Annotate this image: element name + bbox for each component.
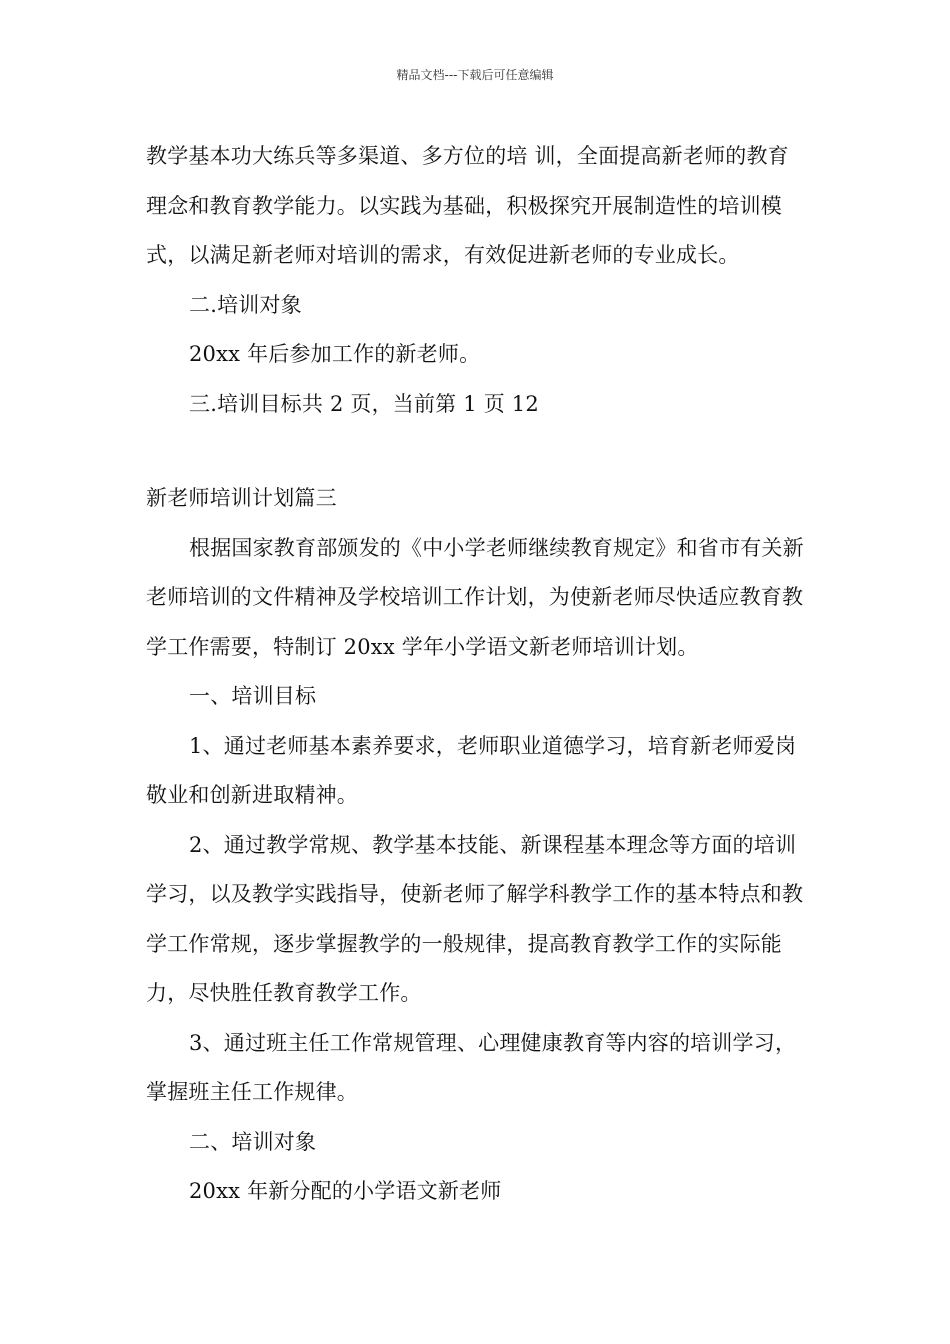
heading-goals: 一、培训目标 bbox=[189, 684, 317, 708]
paragraph-goal-3: 3、通过班主任工作常规管理、心理健康教育等内容的培训学习，掌握班主任工作规律。 bbox=[146, 1030, 797, 1104]
heading-targets: 二、培训对象 bbox=[189, 1129, 317, 1154]
paragraph-goal-1: 1、通过老师基本素养要求，老师职业道德学习，培育新老师爱岗敬业和创新进取精神。 bbox=[146, 733, 797, 807]
heading-training-targets: 二.培训对象 bbox=[189, 292, 302, 317]
section-gap bbox=[146, 429, 810, 474]
document-body bbox=[146, 132, 810, 1217]
paragraph-goal-2: 2、通过教学常规、教学基本技能、新课程基本理念等方面的培训学习，以及教学实践指导，使新老师了解学科教学工作的基本特点和教学工作常规，逐步掌握教学的一般规律，提高教育教学工作的实际能力，尽快胜任教育教学工作。 bbox=[146, 832, 804, 1005]
paragraph-continuation: 教学基本功大练兵等多渠道、多方位的培 训，全面提高新老师的教育理念和教育教学能力。以实践为基础，积极探究开展制造性的培训模式，以满足新老师对培训的需求，有效促进新老师的专业成长。 bbox=[146, 144, 789, 267]
paragraph-targets: 20xx 年新分配的小学语文新老师 bbox=[189, 1179, 502, 1203]
heading-training-goals-page-info: 三.培训目标共 2 页，当前第 1 页 12 bbox=[189, 391, 539, 416]
paragraph-targets-desc: 20xx 年后参加工作的新老师。 bbox=[189, 342, 481, 366]
page-header: 精品文档---下载后可任意编辑 bbox=[396, 68, 554, 82]
paragraph-intro: 根据国家教育部颁发的《中小学老师继续教育规定》和省市有关新老师培训的文件精神及学校培训工作计划，为使新老师尽快适应教育教学工作需要，特制订 20xx 学年小学语文新老师培训计划。 bbox=[146, 535, 804, 659]
section-title: 新老师培训计划篇三 bbox=[146, 486, 337, 510]
